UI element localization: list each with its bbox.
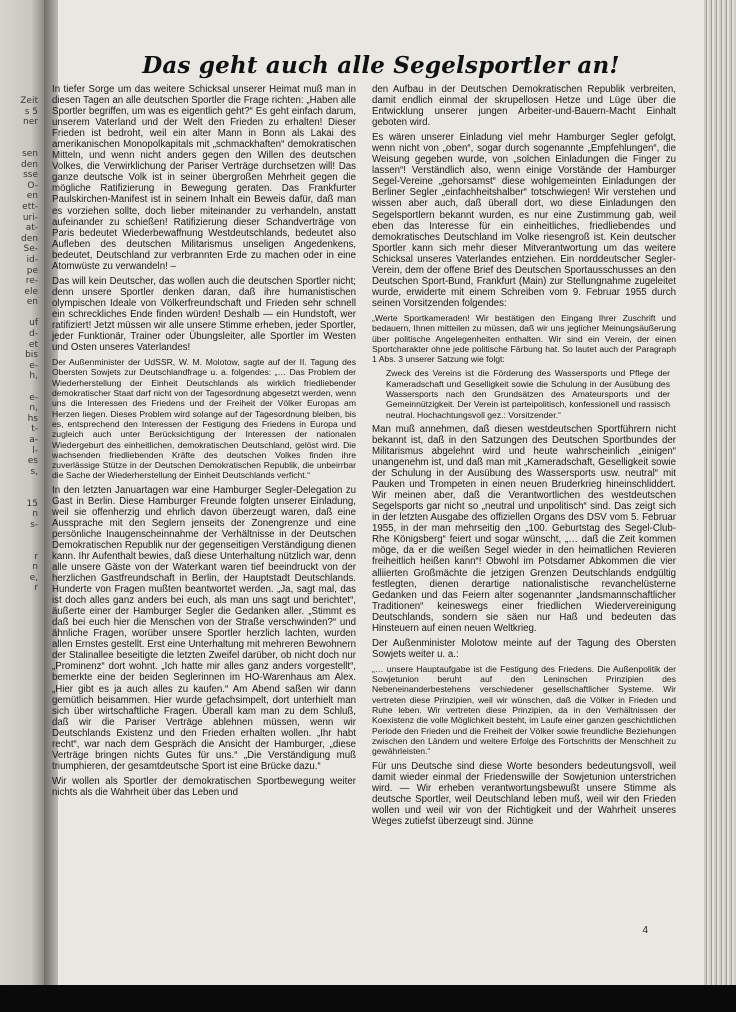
- paragraph: Man muß annehmen, daß diesen westdeutschen Sportführern nicht bekannt ist, daß in den Satzungen des Deutschen Sportbundes der Militarismus abgelehnt wird und heute wahrscheinlich „einigen“ unangenehm ist, und daß man mit „Kameradschaft, Geselligkeit sowie der Schulung in der Ausübung des Wassersports usw. neutral“ mit Pauken und Trompeten in einen neuen Bruderkrieg hineinschliddert. Wir meinen aber, daß die Verantwortlichen des westdeutschen Segelsports gar nicht so „neutral und unpolitisch“ sind. Das zeigt sich in der letzten Ausgabe des offiziellen Organs des DSV vom 5. Februar 1955, in der man mehrseitig den „100. Geburtstag des Segel-Club-Rhe Königsberg“ feiert und sogar wünscht, „… daß die Zeit kommen möge, da er die weißen Segel wieder in den heimatlichen Revieren freiheitlich heißen kann“! Obwohl im Potsdamer Abkommen die vier alliierten Großmächte die jetzigen Grenzen Deutschlands endgültig festlegten, dienen derartige nationalistische revanchelüsterne Gedanken und das Feiern alter sogenannter „landsmannschaftlicher Traditionen“ keineswegs einer friedlichen Wiedervereinigung Deutschlands, sondern sie säen nur Haß und bedeuten das Hinsteuern auf einen neuen Weltkrieg.: [372, 423, 676, 634]
- previous-page-edge: [0, 0, 44, 985]
- paragraph: Es wären unserer Einladung viel mehr Hamburger Segler gefolgt, wenn nicht von „oben“, sogar durch sogenannte „Empfehlungen“, die Weisung gegeben wurde, von „solchen Einladungen die Finger zu lassen“! Verständlich also, wenn einige Vorstände der Hamburger Segel-Vereine „gehorsamst“ diese wohlgemeinten Einladungen der Berliner Segler „einfachheitshalber“ totschwiegen! Wir verstehen und wissen aber auch, daß überall dort, wo diese Einladungen den Segelsportlern bekannt wurden, es nur eine Zustimmung gab, weil eben das Interesse für ein einheitliches, friedliebendes und demokratisches Deutschland im Volke riesengroß ist. Kein deutscher Sportler kann sich mehr dieser Mitverantwortung um das weitere Schicksal unseres Vaterlandes entziehen. Ein norddeutscher Segler-Verein, dem der offene Brief des Deutschen Sportausschusses an den Deutschen Sport-Bund, Frankfurt (Main) zur Stellungnahme zugeleitet wurde, erwiderte mit einem Schreiben vom 9. Februar 1955 durch seinen Vorsitzenden folgendes:: [372, 132, 676, 309]
- previous-page-text-fragments: Zeit s 5 ner sen den sse O- en ett- uri- at- den Se- id- pe re- ele en uf d- et bis e- h, e- n, hs t- a- l- es s, 15 n s- r n e, r: [20, 96, 38, 594]
- magazine-page: [52, 0, 704, 985]
- scan-bottom-border: [0, 985, 736, 1012]
- article-title: Das geht auch alle Segelsportler an!: [142, 52, 620, 79]
- statute-quote: Zweck des Vereins ist die Förderung des Wassersports und Pflege der Kameradschaft und Geselligkeit sowie die Schulung in der Ausübung des Wassersports nach den Grundsätzen des Amateursports und der Gemeinnützigkeit. Der Verein ist parteipolitisch, konfessionell und rassisch neutral. Hochachtungsvoll gez.: Vorsitzender.“: [386, 368, 670, 420]
- paragraph: In den letzten Januartagen war eine Hamburger Segler-Delegation zu Gast in Berlin. Diese Hamburger Freunde folgten unserer Einladung, weil sie offenherzig und ehrlich davon überzeugt waren, daß eine Aussprache mit den Seglern jenseits der Zonengrenze und eine persönliche Inaugenscheinnahme der Verhältnisse in der Deutschen Demokratischen Republik nur der gegenseitigen Verständigung dienen kann. Ihr Aufenthalt bewies, daß diese Unterhaltung nützlich war, denn alle unsere Gäste von der Waterkant waren tief beeindruckt von der herzlichen Gastfreundschaft in Berlin, der Hauptstadt Deutschlands. Hunderte von Fragen mußten beantwortet werden. „Ja, sagt mal, das ist doch alles ganz anders bei euch, als man uns sagt und berichtet“, äußerte einer der Hamburger Segler die Gedanken aller. „Stimmt es daß bei euch hier die Menschen von der Straße verschwinden?“ und ähnliche Fragen, worüber unsere Sportler herzlich lachten, wurden allen Ernstes gestellt. Erst eine Unterhaltung mit mehreren Bewohnern der Stalinallee beseitigte die letzten Zweifel darüber, ob nicht doch nur „Prominenz“ dort wohnt. „Ich hatte mir alles ganz anders vorgestellt“, bemerkte eine der beiden Seglerinnen im HO-Warenhaus am Alex. „Hier gibt es ja auch alles zu kaufen.“ Am Abend saßen wir dann gemütlich beisammen. Hier wurde gefachsimpelt, dort unterhielt man sich über wirtschaftliche Fragen. Überall kam man zu dem Schluß, daß wir die Pariser Verträge ablehnen müssen, wenn wir Deutschlands Existenz und den Frieden erhalten wollen. „Ihr habt recht“, war nach dem Gespräch die Ansicht der Hamburger, „diese Verträge bringen nichts Gutes für uns.“ „Die Verständigung muß triumphieren, der gesamtdeutsche Sport ist eine Brücke dazu.“: [52, 484, 356, 772]
- paragraph: Das will kein Deutscher, das wollen auch die deutschen Sportler nicht; denn unsere Sportler denken daran, daß ihre humanistischen olympischen Ideale von Völkerfreundschaft und Frieden sehr schnell ein schreckliches Ende finden würden! Deshalb — ein Hundstoft, wer ratifiziert! Jetzt müssen wir alle unsere Stimme erheben, jeder Sportler, jeder Funktionär, Trainer oder Übungsleiter, alle Sportler im Westen und Osten unseres Vaterlandes!: [52, 275, 356, 354]
- left-column: [52, 84, 356, 802]
- quote-paragraph: Der Außenminister der UdSSR, W. M. Molotow, sagte auf der II. Tagung des Obersten Sowjets zur Deutschlandfrage u. a. folgendes: „… Das Problem der Wiederherstellung der Einheit Deutschlands als wirklich friedliebender demokratischer Staat darf nicht von der Tagesordnung abgesetzt werden, wenn uns die Interessen des Friedens und der Freiheit der Völker Europas am Herzen liegen. Dieses Problem wird solange auf der Tagesordnung bleiben, bis es, entsprechend den Interessen der Festigung des Friedens in Europa und zugleich auch unter Berücksichtigung der Interessen der nationalen Wiedergeburt des einheitlichen, demokratischen Deutschland, gelöst wird. Die wachsenden friedliebenden Kräfte des deutschen Volkes finden ihre zuverlässige Stütze in der Deutschen Demokratischen Republik, die unbeirrbar die Sache der Wiederherstellung der Einheit Deutschlands verficht.“: [52, 357, 356, 481]
- paragraph: Der Außenminister Molotow meinte auf der Tagung des Obersten Sowjets weiter u. a.:: [372, 637, 676, 660]
- right-column: [372, 84, 676, 831]
- paragraph: Wir wollen als Sportler der demokratischen Sportbewegung weiter nichts als die Wahrheit über das Leben und: [52, 775, 356, 798]
- letter-quote: „Werte Sportkameraden! Wir bestätigen den Eingang Ihrer Zuschrift und bedauern, Ihnen mitteilen zu müssen, daß wir uns jeglicher Meinungsäußerung über politische Angelegenheiten enthalten. Wir sind ein Verein, der einen Sportcharakter ohne jede politische Färbung hat. So lautet auch der Paragraph 1 Abs. 3 unserer Satzung wie folgt:: [372, 312, 676, 365]
- quote-paragraph: „… unsere Hauptaufgabe ist die Festigung des Friedens. Die Außenpolitik der Sowjetunion beruht auf den Leninschen Prinzipien des Nebeneinanderbestehens verschiedener gesellschaftlicher Systeme. Wir vertreten diese Prinzipien, weil wir wünschen, daß die Völker in Frieden und Ruhe leben. Wir vertreten diese Prinzipien, da in den Verhältnissen der Koexistenz die volle Möglichkeit besteht, im Laufe einer ganzen geschichtlichen Periode den Frieden und die Freiheit der Völker sowie freundliche Beziehungen zwischen den Ländern und weitere Erfolge des Fortschritts der Menschheit zu gewährleisten.“: [372, 663, 676, 757]
- paragraph: Für uns Deutsche sind diese Worte besonders bedeutungsvoll, weil damit wieder einmal der Friedenswille der Sowjetunion unterstrichen wird. — Wir erheben verantwortungsbewußt unsere Stimme als deutsche Sportler, weil Deutschland leben muß, weil wir den Frieden wollen und weil wir von der Richtigkeit und der Wahrheit unseres Weges zutiefst überzeugt sind. Jünne: [372, 760, 676, 827]
- page-number: 4: [642, 925, 648, 936]
- paragraph: In tiefer Sorge um das weitere Schicksal unserer Heimat muß man in diesen Tagen an alle deutschen Sportler die Frage richten: „Haben alle Sportler begriffen, um was es eigentlich geht?“ Es geht einfach darum, unserem Vaterland und der Welt den Frieden zu erhalten! Dieser Frieden ist bedroht, weil ein alter Mann in Bonn als Lakai des amerikanischen Monopolkapitals mit „schmackhaften“ demokratischen Mitteln, und wenn nicht anders gegen den Willen des deutschen Volkes, die Verwirklichung der Pariser Verträge durchsetzen will! Das ganze deutsche Volk ist in seiner übergroßen Mehrheit gegen die mögliche Ratifizierung in Bewegung geraten. Das Frankfurter Paulskirchen-Manifest ist in seinem Inhalt ein Beweis dafür, daß man es vorziehen sollte, doch lieber miteinander zu verhandeln, anstatt aufeinander zu schießen! Ratifizierung dieser Schandverträge von Paris bedeutet Wiederbewaffnung Westdeutschlands, bedeutet also Aufleben des deutschen Militarismus unseligen Angedenkens, bedeutet, Deutschland zur verbrannten Erde zu machen oder in eine Atomwüste zu verwandeln! –: [52, 84, 356, 272]
- paragraph: den Aufbau in der Deutschen Demokratischen Republik verbreiten, damit endlich einmal der skrupellosen Hetze und Lüge über die Entwicklung unserer jungen Arbeiter-und-Bauern-Macht Einhalt geboten wird.: [372, 84, 676, 129]
- page-stack-edge: [704, 0, 736, 990]
